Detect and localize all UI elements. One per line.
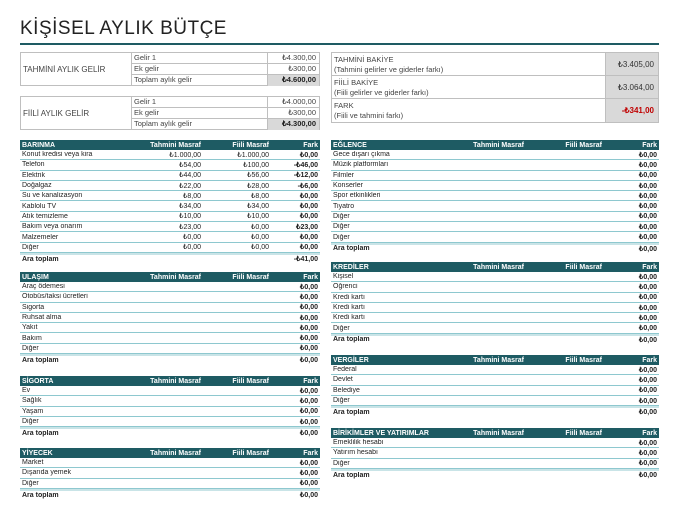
difference-cell: ₺0,00 bbox=[299, 345, 318, 353]
subtotal-label: Ara toplam bbox=[22, 356, 59, 364]
estimated-cost-cell[interactable]: ₺22,00 bbox=[179, 182, 201, 190]
subtotal-difference: ₺0,00 bbox=[299, 430, 318, 438]
expense-row bbox=[331, 313, 659, 323]
subtotal-row bbox=[331, 469, 659, 479]
difference-cell: ₺0,00 bbox=[638, 325, 657, 333]
section-header bbox=[331, 428, 659, 438]
expense-section bbox=[20, 376, 320, 437]
expense-label[interactable]: Gece dışarı çıkma bbox=[333, 151, 390, 159]
expense-row bbox=[331, 272, 659, 282]
income-source-label[interactable]: Ek gelir bbox=[132, 64, 268, 74]
difference-cell: -₺6,00 bbox=[297, 182, 318, 190]
difference-cell: ₺0,00 bbox=[638, 151, 657, 159]
difference-cell: ₺0,00 bbox=[299, 203, 318, 211]
expense-row bbox=[20, 396, 320, 406]
expense-row bbox=[331, 222, 659, 232]
actual-cost-header: Fiili Masraf bbox=[565, 263, 602, 271]
actual-cost-header: Fiili Masraf bbox=[565, 356, 602, 364]
expense-row bbox=[20, 201, 320, 211]
difference-cell: ₺0,00 bbox=[638, 294, 657, 302]
expense-label[interactable]: Belediye bbox=[333, 386, 360, 394]
difference-cell: ₺0,00 bbox=[299, 480, 318, 488]
expense-section bbox=[331, 262, 659, 344]
subtotal-row bbox=[20, 427, 320, 437]
expense-section bbox=[20, 140, 320, 263]
difference-cell: ₺0,00 bbox=[638, 273, 657, 281]
difference-cell: ₺0,00 bbox=[638, 234, 657, 242]
expense-label[interactable]: Filmler bbox=[333, 171, 354, 179]
balance-label: FARK bbox=[334, 101, 354, 110]
expense-label[interactable]: Atık temizleme bbox=[22, 212, 68, 220]
expense-label[interactable]: Dışarıda yemek bbox=[22, 469, 72, 477]
section-title: VERGİLER bbox=[333, 356, 369, 364]
subtotal-label: Ara toplam bbox=[22, 429, 59, 437]
expense-label[interactable]: Malzemeler bbox=[22, 233, 59, 241]
expense-label[interactable]: Diğer bbox=[22, 418, 39, 426]
section-title: BİRİKİMLER VE YATIRIMLAR bbox=[333, 429, 429, 437]
estimated-cost-cell[interactable]: ₺0,00 bbox=[182, 234, 201, 242]
difference-cell: ₺0,00 bbox=[638, 223, 657, 231]
expense-row bbox=[331, 212, 659, 222]
expense-row bbox=[331, 201, 659, 211]
actual-cost-cell[interactable]: ₺0,00 bbox=[250, 234, 269, 242]
subtotal-row bbox=[20, 253, 320, 263]
actual-cost-cell[interactable]: ₺10,00 bbox=[247, 213, 269, 221]
estimated-cost-header: Tahmini Masraf bbox=[150, 449, 201, 457]
difference-header: Fark bbox=[303, 377, 318, 385]
estimated-cost-header: Tahmini Masraf bbox=[473, 429, 524, 437]
estimated-cost-cell[interactable]: ₺44,00 bbox=[179, 172, 201, 180]
actual-cost-header: Fiili Masraf bbox=[565, 141, 602, 149]
balance-value: ₺3.064,00 bbox=[606, 76, 658, 98]
section-header bbox=[331, 355, 659, 365]
section-header bbox=[331, 262, 659, 272]
expense-row bbox=[20, 212, 320, 222]
income-value[interactable]: ₺4.000,00 bbox=[282, 97, 316, 106]
expense-label[interactable]: Diğer bbox=[333, 397, 350, 405]
subtotal-difference: ₺0,00 bbox=[638, 245, 657, 253]
difference-cell: ₺0,00 bbox=[638, 203, 657, 211]
estimated-income-total-row bbox=[132, 75, 319, 86]
difference-header: Fark bbox=[642, 429, 657, 437]
actual-income-label: FİİLİ AYLIK GELİR bbox=[21, 97, 132, 129]
difference-cell: -₺12,00 bbox=[293, 172, 318, 180]
estimated-income-box bbox=[20, 52, 320, 86]
actual-cost-header: Fiili Masraf bbox=[232, 449, 269, 457]
expense-label[interactable]: Yaşam bbox=[22, 407, 44, 415]
expense-label[interactable]: Diğer bbox=[333, 223, 350, 231]
expense-row bbox=[331, 375, 659, 385]
income-source-label[interactable]: Gelir 1 bbox=[132, 97, 268, 107]
difference-cell: ₺0,00 bbox=[638, 376, 657, 384]
actual-income-total-row bbox=[132, 119, 319, 130]
difference-cell: ₺0,00 bbox=[638, 449, 657, 457]
expense-label[interactable]: Diğer bbox=[22, 243, 39, 251]
expense-label[interactable]: Market bbox=[22, 459, 44, 467]
actual-cost-cell[interactable]: ₺0,00 bbox=[250, 244, 269, 252]
difference-cell: ₺0,00 bbox=[638, 182, 657, 190]
difference-cell: ₺0,00 bbox=[299, 459, 318, 467]
difference-cell: ₺0,00 bbox=[299, 397, 318, 405]
section-header bbox=[20, 272, 320, 282]
actual-cost-cell[interactable]: ₺100,00 bbox=[243, 161, 269, 169]
actual-cost-cell[interactable]: ₺34,00 bbox=[247, 203, 269, 211]
subtotal-difference: ₺0,00 bbox=[638, 336, 657, 344]
subtotal-label: Ara toplam bbox=[333, 471, 370, 479]
estimated-cost-cell[interactable]: ₺0,00 bbox=[182, 244, 201, 252]
expense-row bbox=[20, 323, 320, 333]
income-total-label: Toplam aylık gelir bbox=[132, 75, 268, 86]
difference-cell: ₺0,00 bbox=[299, 283, 318, 291]
difference-cell: ₺0,00 bbox=[638, 304, 657, 312]
expense-row bbox=[20, 282, 320, 292]
difference-cell: ₺0,00 bbox=[299, 387, 318, 395]
actual-income-row bbox=[132, 108, 319, 119]
estimated-income-label: TAHMİNİ AYLIK GELİR bbox=[21, 53, 132, 85]
income-value[interactable]: ₺300,00 bbox=[288, 108, 316, 117]
income-value[interactable]: ₺300,00 bbox=[288, 64, 316, 73]
section-header bbox=[20, 448, 320, 458]
difference-cell: -₺46,00 bbox=[293, 161, 318, 169]
actual-balance-row bbox=[332, 76, 658, 99]
difference-cell: ₺0,00 bbox=[299, 304, 318, 312]
difference-row bbox=[332, 99, 658, 122]
section-title: YİYECEK bbox=[22, 449, 53, 457]
expense-label[interactable]: Sigorta bbox=[22, 303, 45, 311]
difference-value: -₺341,00 bbox=[606, 99, 658, 122]
estimated-cost-cell[interactable]: ₺10,00 bbox=[179, 213, 201, 221]
difference-cell: ₺0,00 bbox=[299, 234, 318, 242]
expense-row bbox=[20, 222, 320, 232]
expense-label[interactable]: Emeklilik hesabı bbox=[333, 439, 384, 447]
estimated-cost-cell[interactable]: ₺34,00 bbox=[179, 203, 201, 211]
expense-label[interactable]: Telefon bbox=[22, 161, 45, 169]
expense-label[interactable]: Bakım bbox=[22, 334, 42, 342]
actual-cost-cell[interactable]: ₺56,00 bbox=[247, 172, 269, 180]
expense-row bbox=[20, 232, 320, 242]
difference-header: Fark bbox=[303, 141, 318, 149]
expense-row bbox=[20, 333, 320, 343]
expense-row bbox=[20, 479, 320, 489]
expense-label[interactable]: Sağlık bbox=[22, 397, 42, 405]
estimated-income-row bbox=[132, 64, 319, 75]
estimated-cost-header: Tahmini Masraf bbox=[473, 263, 524, 271]
expense-row bbox=[20, 171, 320, 181]
expense-label[interactable]: Su ve kanalizasyon bbox=[22, 192, 83, 200]
subtotal-difference: ₺0,00 bbox=[638, 472, 657, 480]
expense-row bbox=[20, 468, 320, 478]
difference-cell: ₺0,00 bbox=[299, 335, 318, 343]
expense-label[interactable]: Spor etkinlikleri bbox=[333, 192, 381, 200]
difference-cell: ₺0,00 bbox=[638, 283, 657, 291]
expense-row bbox=[20, 386, 320, 396]
section-title: EĞLENCE bbox=[333, 141, 367, 149]
subtotal-row bbox=[20, 354, 320, 364]
expense-label[interactable]: Konut kredisi veya kira bbox=[22, 151, 93, 159]
expense-label[interactable]: Devlet bbox=[333, 376, 353, 384]
balance-sub-label: (Fiili ve tahmini farkı) bbox=[334, 111, 404, 120]
estimated-cost-cell[interactable]: ₺1.000,00 bbox=[169, 151, 201, 159]
difference-cell: ₺0,00 bbox=[299, 408, 318, 416]
expense-section bbox=[331, 428, 659, 479]
estimated-cost-header: Tahmini Masraf bbox=[473, 356, 524, 364]
expense-row bbox=[20, 313, 320, 323]
balance-label: TAHMİNİ BAKİYE bbox=[334, 55, 394, 64]
subtotal-label: Ara toplam bbox=[22, 491, 59, 499]
difference-cell: ₺0,00 bbox=[638, 460, 657, 468]
expense-row bbox=[331, 293, 659, 303]
expense-row bbox=[20, 303, 320, 313]
difference-cell: ₺0,00 bbox=[299, 418, 318, 426]
expense-section bbox=[20, 272, 320, 364]
difference-cell: ₺0,00 bbox=[638, 172, 657, 180]
expense-section bbox=[331, 355, 659, 416]
subtotal-difference: ₺0,00 bbox=[638, 409, 657, 417]
difference-cell: ₺0,00 bbox=[299, 293, 318, 301]
difference-cell: ₺0,00 bbox=[638, 439, 657, 447]
expense-label[interactable]: Otobüs/taksi ücretleri bbox=[22, 293, 88, 301]
title-divider bbox=[20, 43, 659, 45]
income-source-label[interactable]: Gelir 1 bbox=[132, 53, 268, 63]
expense-section bbox=[20, 448, 320, 499]
difference-cell: ₺0,00 bbox=[638, 161, 657, 169]
actual-income-box bbox=[20, 96, 320, 130]
expense-label[interactable]: Kredi kartı bbox=[333, 304, 365, 312]
difference-cell: ₺0,00 bbox=[638, 397, 657, 405]
expense-label[interactable]: Yakıt bbox=[22, 324, 38, 332]
subtotal-difference: ₺0,00 bbox=[299, 492, 318, 500]
section-title: KREDİLER bbox=[333, 263, 369, 271]
difference-header: Fark bbox=[642, 263, 657, 271]
expense-label[interactable]: Tiyatro bbox=[333, 202, 355, 210]
actual-cost-cell[interactable]: ₺1.000,00 bbox=[237, 151, 269, 159]
section-header bbox=[20, 140, 320, 150]
difference-cell: ₺0,00 bbox=[299, 151, 318, 159]
actual-cost-header: Fiili Masraf bbox=[232, 273, 269, 281]
expense-row bbox=[331, 459, 659, 469]
subtotal-label: Ara toplam bbox=[333, 408, 370, 416]
expense-label[interactable]: Kredi kartı bbox=[333, 293, 365, 301]
expense-label[interactable]: Elektrik bbox=[22, 171, 45, 179]
estimated-cost-header: Tahmini Masraf bbox=[150, 273, 201, 281]
subtotal-label: Ara toplam bbox=[333, 245, 370, 253]
actual-cost-cell[interactable]: ₺8,00 bbox=[250, 192, 269, 200]
actual-income-row bbox=[132, 97, 319, 108]
expense-label[interactable]: Bakım veya onarım bbox=[22, 223, 83, 231]
income-total-value: ₺4.600,00 bbox=[268, 75, 319, 86]
expense-row bbox=[331, 150, 659, 160]
income-total-value: ₺4.300,00 bbox=[268, 119, 319, 130]
expense-label[interactable]: Federal bbox=[333, 366, 357, 374]
section-header bbox=[331, 140, 659, 150]
expense-label[interactable]: Ev bbox=[22, 387, 31, 395]
expense-row bbox=[331, 303, 659, 313]
expense-label[interactable]: Konserler bbox=[333, 182, 363, 190]
expense-label[interactable]: Diğer bbox=[333, 212, 350, 220]
expense-label[interactable]: Müzik platformları bbox=[333, 161, 389, 169]
actual-cost-header: Fiili Masraf bbox=[232, 141, 269, 149]
expense-row bbox=[331, 323, 659, 333]
expense-label[interactable]: Ruhsat alma bbox=[22, 314, 62, 322]
expense-row bbox=[20, 243, 320, 253]
difference-cell: ₺0,00 bbox=[299, 244, 318, 252]
subtotal-difference: -₺41,00 bbox=[293, 256, 318, 264]
expense-row bbox=[20, 160, 320, 170]
subtotal-row bbox=[331, 243, 659, 253]
expense-row bbox=[331, 181, 659, 191]
section-header bbox=[20, 376, 320, 386]
expense-label[interactable]: Diğer bbox=[22, 344, 39, 352]
balance-sub-label: (Tahmini gelirler ve giderler farkı) bbox=[334, 65, 444, 74]
difference-header: Fark bbox=[303, 449, 318, 457]
expense-row bbox=[331, 191, 659, 201]
subtotal-difference: ₺0,00 bbox=[299, 357, 318, 365]
expense-label[interactable]: Kredi kartı bbox=[333, 314, 365, 322]
expense-row bbox=[20, 344, 320, 354]
expense-row bbox=[20, 181, 320, 191]
actual-cost-header: Fiili Masraf bbox=[232, 377, 269, 385]
estimated-cost-cell[interactable]: ₺54,00 bbox=[179, 161, 201, 169]
section-title: ULAŞIM bbox=[22, 273, 49, 281]
expense-label[interactable]: Yatırım hesabı bbox=[333, 449, 379, 457]
expense-label[interactable]: Doğalgaz bbox=[22, 182, 52, 190]
expense-row bbox=[331, 232, 659, 242]
income-total-label: Toplam aylık gelir bbox=[132, 119, 268, 130]
expense-label[interactable]: Kablolu TV bbox=[22, 202, 57, 210]
difference-cell: ₺0,00 bbox=[299, 314, 318, 322]
balance-summary-box bbox=[331, 52, 659, 123]
estimated-cost-header: Tahmini Masraf bbox=[150, 377, 201, 385]
difference-cell: ₺0,00 bbox=[299, 192, 318, 200]
actual-cost-cell[interactable]: ₺0,00 bbox=[250, 223, 269, 231]
expense-row bbox=[331, 282, 659, 292]
expense-label[interactable]: Kişisel bbox=[333, 273, 354, 281]
balance-value: ₺3.405,00 bbox=[606, 53, 658, 75]
difference-header: Fark bbox=[642, 356, 657, 364]
expense-row bbox=[331, 160, 659, 170]
page-title: KİŞİSEL AYLIK BÜTÇE bbox=[20, 18, 227, 39]
difference-cell: ₺0,00 bbox=[638, 366, 657, 374]
balance-sub-label: (Fiili gelirler ve giderler farkı) bbox=[334, 88, 429, 97]
estimated-cost-cell[interactable]: ₺23,00 bbox=[179, 223, 201, 231]
difference-cell: ₺0,00 bbox=[299, 469, 318, 477]
difference-header: Fark bbox=[303, 273, 318, 281]
section-title: SİGORTA bbox=[22, 377, 54, 385]
expense-label[interactable]: Araç ödemesi bbox=[22, 283, 65, 291]
expense-label[interactable]: Diğer bbox=[333, 459, 350, 467]
difference-header: Fark bbox=[642, 141, 657, 149]
expense-section bbox=[331, 140, 659, 253]
expense-row bbox=[20, 191, 320, 201]
balance-label: FİİLİ BAKİYE bbox=[334, 78, 379, 87]
subtotal-row bbox=[331, 406, 659, 416]
actual-cost-header: Fiili Masraf bbox=[565, 429, 602, 437]
difference-cell: ₺0,00 bbox=[299, 324, 318, 332]
estimated-income-row bbox=[132, 53, 319, 64]
expense-row bbox=[331, 438, 659, 448]
expense-row bbox=[20, 407, 320, 417]
expense-label[interactable]: Diğer bbox=[22, 479, 39, 487]
expense-row bbox=[331, 386, 659, 396]
difference-cell: ₺0,00 bbox=[638, 213, 657, 221]
estimated-cost-header: Tahmini Masraf bbox=[473, 141, 524, 149]
difference-cell: ₺0,00 bbox=[638, 387, 657, 395]
expense-label[interactable]: Öğrenci bbox=[333, 283, 358, 291]
estimated-cost-cell[interactable]: ₺8,00 bbox=[182, 192, 201, 200]
expense-row bbox=[20, 417, 320, 427]
difference-cell: ₺0,00 bbox=[638, 314, 657, 322]
section-title: BARINMA bbox=[22, 141, 56, 149]
expense-row bbox=[331, 396, 659, 406]
expense-row bbox=[331, 171, 659, 181]
income-value[interactable]: ₺4.300,00 bbox=[282, 53, 316, 62]
subtotal-label: Ara toplam bbox=[333, 336, 370, 344]
difference-cell: ₺23,00 bbox=[296, 223, 318, 231]
expense-row bbox=[20, 150, 320, 160]
estimated-cost-header: Tahmini Masraf bbox=[150, 141, 201, 149]
expense-row bbox=[331, 365, 659, 375]
expense-row bbox=[331, 448, 659, 458]
difference-cell: ₺0,00 bbox=[299, 213, 318, 221]
expense-row bbox=[20, 458, 320, 468]
subtotal-row bbox=[331, 334, 659, 344]
expense-row bbox=[20, 292, 320, 302]
income-source-label[interactable]: Ek gelir bbox=[132, 108, 268, 118]
expense-label[interactable]: Diğer bbox=[333, 233, 350, 241]
difference-cell: ₺0,00 bbox=[638, 192, 657, 200]
subtotal-row bbox=[20, 489, 320, 499]
expense-label[interactable]: Diğer bbox=[333, 324, 350, 332]
estimated-balance-row bbox=[332, 53, 658, 76]
subtotal-label: Ara toplam bbox=[22, 255, 59, 263]
actual-cost-cell[interactable]: ₺28,00 bbox=[247, 182, 269, 190]
